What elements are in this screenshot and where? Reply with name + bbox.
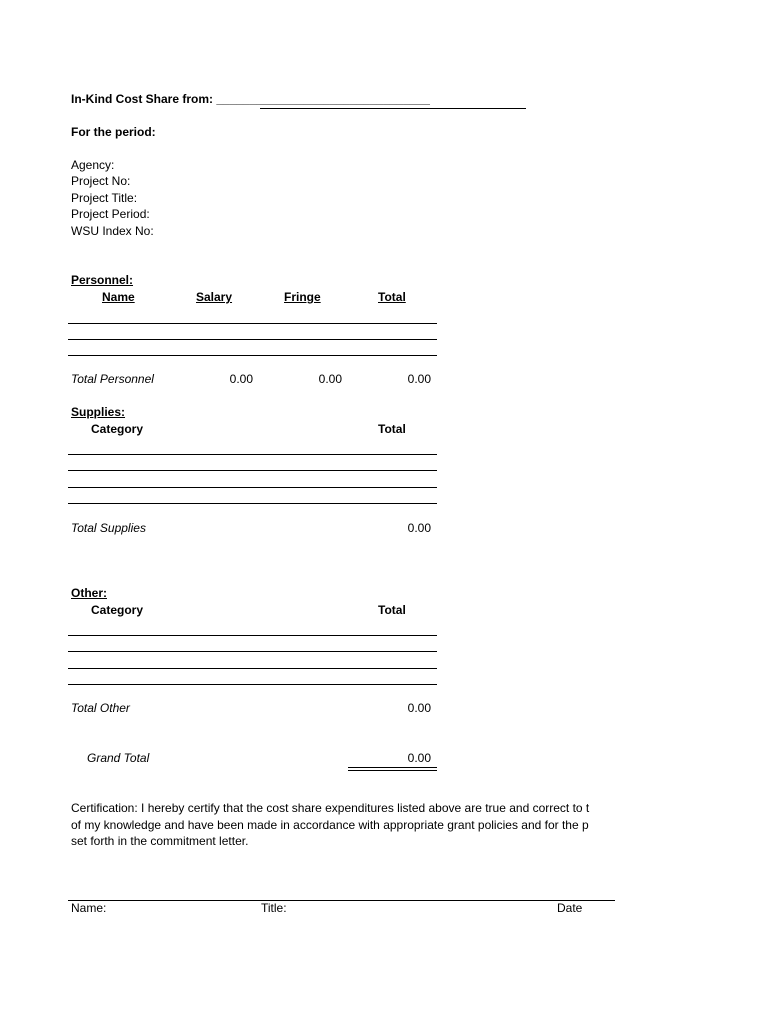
project-title-label: Project Title: <box>71 191 138 205</box>
grand-total-double-underline <box>348 767 437 768</box>
supplies-total-header: Total <box>378 422 406 436</box>
period-label: For the period: <box>71 125 156 139</box>
supplies-row-line <box>68 470 437 471</box>
total-personnel-fringe: 0.00 <box>318 372 342 386</box>
supplies-row-line <box>68 503 437 504</box>
project-no-label: Project No: <box>71 174 131 188</box>
personnel-salary-header: Salary <box>196 290 233 304</box>
other-heading: Other: <box>71 586 107 600</box>
supplies-heading: Supplies: <box>71 405 126 419</box>
cost-share-blank: ________________________________ <box>216 92 430 106</box>
grand-total-value: 0.00 <box>407 751 431 765</box>
total-supplies-value: 0.00 <box>407 521 431 535</box>
other-row-line <box>68 668 437 669</box>
personnel-fringe-header: Fringe <box>284 290 321 304</box>
signature-name-label: Name: <box>71 901 107 915</box>
other-row-line <box>68 651 437 652</box>
grand-total-double-underline <box>348 770 437 771</box>
other-total-header: Total <box>378 603 406 617</box>
personnel-row-line <box>68 339 437 340</box>
total-personnel-salary: 0.00 <box>229 372 253 386</box>
total-other-value: 0.00 <box>407 701 431 715</box>
personnel-name-header: Name <box>102 290 135 304</box>
signature-title-label: Title: <box>261 901 287 915</box>
certification-line-1: Certification: I hereby certify that the cost share expenditures listed above are true and correct to t <box>71 801 590 815</box>
wsu-index-label: WSU Index No: <box>71 224 154 238</box>
total-personnel-total: 0.00 <box>407 372 431 386</box>
agency-label: Agency: <box>71 158 115 172</box>
other-row-line <box>68 635 437 636</box>
other-category-header: Category <box>91 603 144 617</box>
total-personnel-label: Total Personnel <box>71 372 154 386</box>
grand-total-label: Grand Total <box>87 751 150 765</box>
supplies-row-line <box>68 454 437 455</box>
supplies-category-header: Category <box>91 422 144 436</box>
personnel-total-header: Total <box>378 290 406 304</box>
personnel-heading: Personnel: <box>71 273 134 287</box>
certification-line-3: set forth in the commitment letter. <box>71 834 249 848</box>
total-supplies-label: Total Supplies <box>71 521 146 535</box>
source-underline <box>260 108 526 109</box>
cost-share-from-label <box>71 92 430 106</box>
other-row-line <box>68 684 437 685</box>
project-period-label: Project Period: <box>71 207 150 221</box>
certification-line-2: of my knowledge and have been made in accordance with appropriate grant policies and for the p <box>71 818 589 832</box>
personnel-row-line <box>68 355 437 356</box>
total-other-label: Total Other <box>71 701 130 715</box>
supplies-row-line <box>68 487 437 488</box>
signature-line <box>68 900 615 901</box>
cost-share-title: In-Kind Cost Share from: <box>71 92 214 106</box>
signature-date-label: Date <box>557 901 583 915</box>
personnel-row-line <box>68 323 437 324</box>
